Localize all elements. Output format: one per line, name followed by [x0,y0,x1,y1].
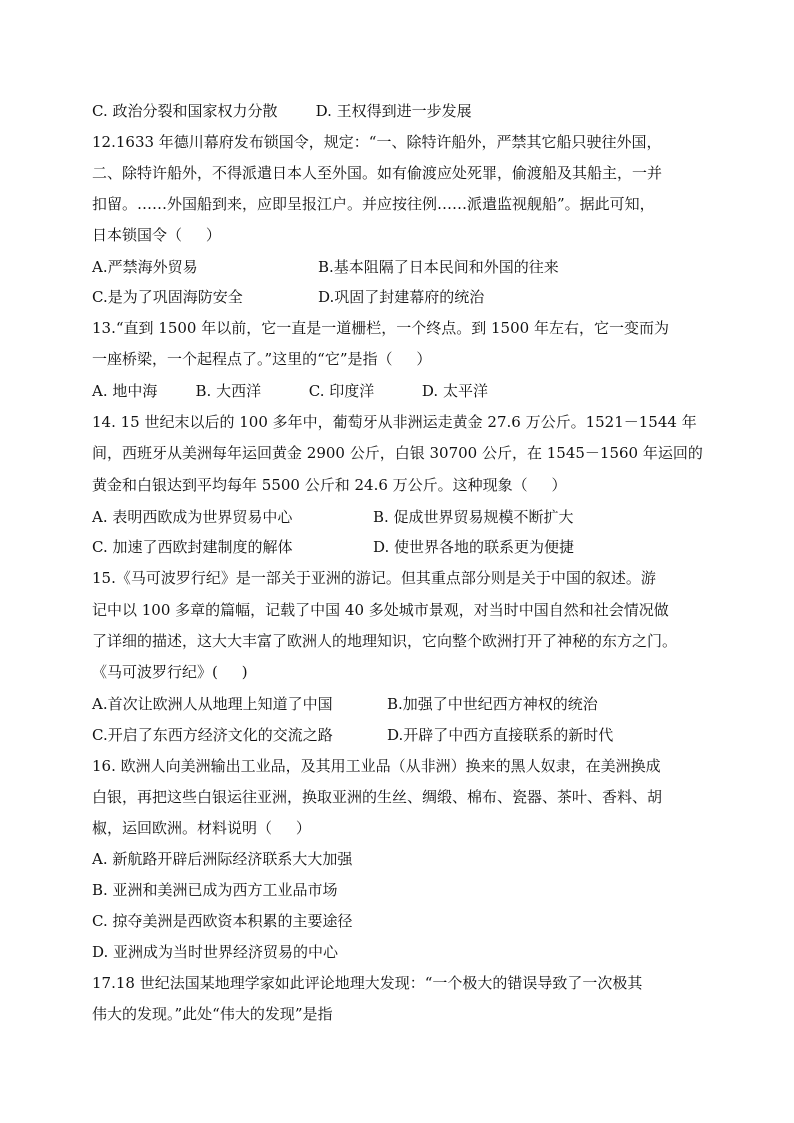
q16-option-d: D. 亚洲成为当时世界经济贸易的中心 [92,943,339,961]
q12-option-d: D.巩固了封建幕府的统治 [318,288,485,306]
q13-stem-line-1: 13.“直到 1500 年以前，它一直是一道栅栏，一个终点。到 1500 年左右，它一变而为 [92,319,669,337]
q16-stem-line-3: 椒，运回欧洲。材料说明（ ） [92,819,311,837]
q14-option-b: B. 促成世界贸易规模不断扩大 [373,508,574,526]
q15-option-b: B.加强了中世纪西方神权的统治 [387,695,598,713]
q11-options-cd: C. 政治分裂和国家权力分散 D. 王权得到进一步发展 [92,102,472,120]
q16-option-a: A. 新航路开辟后洲际经济联系大大加强 [92,850,353,868]
q12-stem-line-1: 12.1633 年德川幕府发布锁国令，规定：“一、除特许船外，严禁其它船只驶往外国， [92,133,662,151]
q12-option-c: C.是为了巩固海防安全 [92,288,243,306]
q14-option-c: C. 加速了西欧封建制度的解体 [92,538,293,556]
q12-stem-line-2: 二、除特许船外，不得派遣日本人至外国。如有偷渡应处死罪，偷渡船及其船主，一并 [92,164,663,182]
q17-stem-line-2: 伟大的发现。”此处“伟大的发现”是指 [92,1005,333,1023]
q15-option-a: A.首次让欧洲人从地理上知道了中国 [92,695,333,713]
q15-option-d: D.开辟了中西方直接联系的新时代 [387,726,614,744]
q15-stem-line-3: 了详细的描述，这大大丰富了欧洲人的地理知识，它向整个欧洲打开了神秘的东方之门。 [92,632,678,650]
q15-stem-line-2: 记中以 100 多章的篇幅，记载了中国 40 多处城市景观，对当时中国自然和社会情况做 [92,601,669,619]
q14-stem-line-1: 14. 15 世纪末以后的 100 多年中，葡萄牙从非洲运走黄金 27.6 万公斤。1521－1544 年 [92,413,697,431]
q16-option-b: B. 亚洲和美洲已成为西方工业品市场 [92,881,338,899]
q15-stem-line-4: 《马可波罗行纪》( ) [92,663,248,681]
q13-stem-line-2: 一座桥梁，一个起程点了。”这里的“它”是指（ ） [92,350,432,368]
q12-stem-line-3: 扣留。……外国船到来，应即呈报江户。并应按往例……派遣监视舰船”。据此可知， [92,195,655,213]
q14-stem-line-3: 黄金和白银达到平均每年 5500 公斤和 24.6 万公斤。这种现象（ ） [92,476,567,494]
q14-stem-line-2: 间，西班牙从美洲每年运回黄金 2900 公斤，白银 30700 公斤，在 1545－1560 年运回的 [92,444,703,462]
q17-stem-line-1: 17.18 世纪法国某地理学家如此评论地理大发现：“一个极大的错误导致了一次极其 [92,974,643,992]
q12-stem-line-4: 日本锁国令（ ） [92,226,221,244]
q14-option-d: D. 使世界各地的联系更为便捷 [373,538,575,556]
q16-stem-line-2: 白银，再把这些白银运往亚洲，换取亚洲的生丝、绸缎、棉布、瓷器、茶叶、香料、胡 [92,788,663,806]
q12-option-b: B.基本阻隔了日本民间和外国的往来 [318,258,559,276]
q16-stem-line-1: 16. 欧洲人向美洲输出工业品，及其用工业品（从非洲）换来的黑人奴隶，在美洲换成 [92,757,661,775]
q15-option-c: C.开启了东西方经济文化的交流之路 [92,726,333,744]
q15-stem-line-1: 15.《马可波罗行纪》是一部关于亚洲的游记。但其重点部分则是关于中国的叙述。游 [92,569,656,587]
q16-option-c: C. 掠夺美洲是西欧资本积累的主要途径 [92,912,353,930]
q13-options: A. 地中海 B. 大西洋 C. 印度洋 D. 太平洋 [92,382,488,400]
q14-option-a: A. 表明西欧成为世界贸易中心 [92,508,293,526]
q12-option-a: A.严禁海外贸易 [92,258,198,276]
